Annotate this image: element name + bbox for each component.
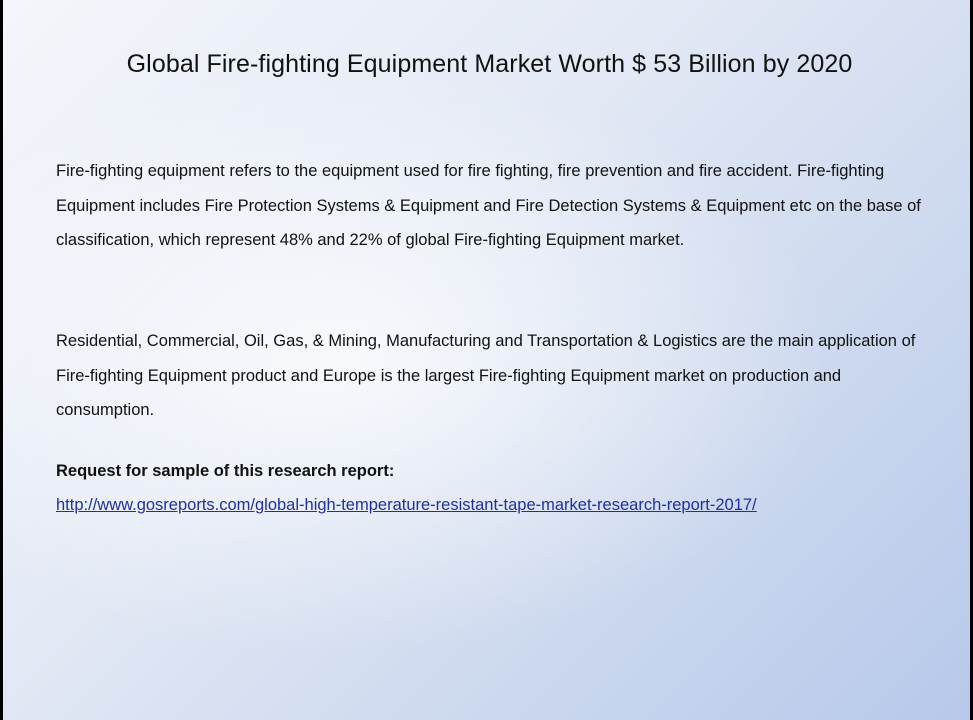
request-sample-label: Request for sample of this research report: xyxy=(56,462,395,480)
paragraph-applications: Residential, Commercial, Oil, Gas, & Mining, Manufacturing and Transportation & Logistics are the main application of Fire-fighting Equipment product and Europe is the largest Fire-fighting Equipment market on production and consumption. xyxy=(56,332,916,419)
slide-title: Global Fire-fighting Equipment Market Worth $ 53 Billion by 2020 xyxy=(126,50,853,78)
report-link[interactable]: http://www.gosreports.com/global-high-temperature-resistant-tape-market-research-report-2017/ xyxy=(56,496,757,514)
paragraph-definition: Fire-fighting equipment refers to the equipment used for fire fighting, fire prevention and fire accident. Fire-fighting Equipment includes Fire Protection Systems & Equipment and Fire Detection Systems & Equipment etc on the base of classification, which represent 48% and 22% of global Fire-fighting Equipment market. xyxy=(56,162,921,249)
